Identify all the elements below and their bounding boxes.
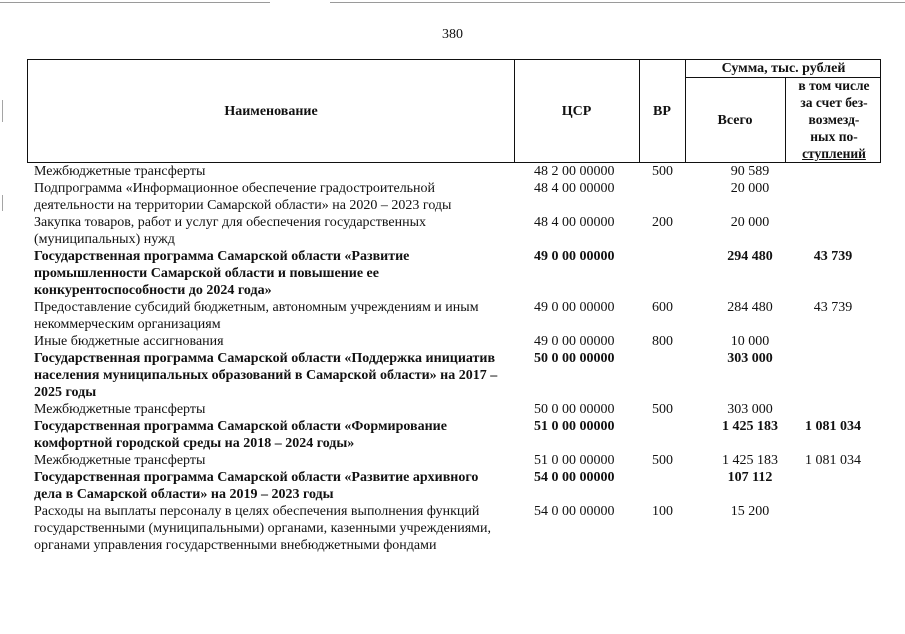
table-body: [0, 163, 905, 554]
page-number: 380: [442, 27, 463, 42]
table-row: [0, 350, 905, 401]
header-from-free-line: за счет без-: [800, 95, 868, 110]
row-name: Предоставление субсидий бюджетным, автономным учреждениям и иным некоммерческим организациям: [34, 300, 479, 332]
table-row: [0, 418, 905, 452]
header-from-free-line: возмезд-: [808, 112, 860, 127]
row-name: Государственная программа Самарской области «Формирование комфортной городской среды на 2018 – 2024 годы»: [34, 419, 447, 451]
header-from-free-line: ных по-: [810, 129, 858, 144]
row-total: 10 000: [730, 334, 770, 349]
row-csr: 48 4 00 00000: [534, 215, 615, 230]
row-name: Межбюджетные трансферты: [34, 402, 206, 417]
row-csr: 51 0 00 00000: [534, 453, 615, 468]
table-row: [0, 214, 905, 248]
row-csr: 48 4 00 00000: [534, 181, 615, 196]
row-vr: 500: [652, 164, 673, 179]
row-total: 107 112: [727, 470, 773, 485]
row-total: 1 425 183: [722, 419, 778, 434]
row-csr: 54 0 00 00000: [534, 470, 615, 485]
row-total: 284 480: [727, 300, 773, 315]
row-name: Государственная программа Самарской области «Поддержка инициатив населения муниципальных образований в Самарской области» на 2017 – 2025 годы: [34, 351, 498, 400]
row-name: Государственная программа Самарской области «Развитие промышленности Самарской области и повышение ее конкурентоспособности до 2024 года»: [34, 249, 410, 298]
row-total: 90 589: [730, 164, 770, 179]
table-row: [0, 503, 905, 554]
header-sum-group: Сумма, тыс. рублей: [721, 61, 846, 76]
row-vr: 600: [652, 300, 673, 315]
row-name: Расходы на выплаты персоналу в целях обеспечения выполнения функций государственными (муниципальными) органами, казенными учреждениями, органами управления государственными внебюджетными фондами: [34, 504, 491, 553]
header-from-free-line: ступлений: [802, 146, 866, 161]
row-from-free: 1 081 034: [805, 453, 861, 468]
row-csr: 54 0 00 00000: [534, 504, 615, 519]
table-row: [0, 248, 905, 299]
row-total: 303 000: [727, 351, 773, 366]
header-name: Наименование: [224, 104, 318, 119]
row-csr: 48 2 00 00000: [534, 164, 615, 179]
scan-edge-line: [0, 2, 270, 3]
header-total: Всего: [717, 113, 753, 128]
table-row: [0, 163, 905, 180]
scan-edge-line: [330, 2, 905, 3]
row-csr: 49 0 00 00000: [534, 249, 615, 264]
row-name: Подпрограмма «Информационное обеспечение градостроительной деятельности на территории Самарской области» на 2020 – 2023 годы: [34, 181, 452, 213]
row-total: 20 000: [730, 181, 770, 196]
row-total: 20 000: [730, 215, 770, 230]
row-total: 15 200: [730, 504, 770, 519]
header-vr: ВР: [653, 104, 671, 119]
table-row: [0, 401, 905, 418]
row-from-free: 43 739: [813, 249, 853, 264]
row-csr: 50 0 00 00000: [534, 351, 615, 366]
row-csr: 51 0 00 00000: [534, 419, 615, 434]
table-row: [0, 333, 905, 350]
header-csr: ЦСР: [561, 104, 592, 119]
row-vr: 200: [652, 215, 673, 230]
margin-mark: [2, 100, 3, 122]
row-vr: 800: [652, 334, 673, 349]
row-name: Государственная программа Самарской области «Развитие архивного дела в Самарской области» на 2019 – 2023 годы: [34, 470, 479, 502]
table-row: [0, 180, 905, 214]
row-name: Закупка товаров, работ и услуг для обеспечения государственных (муниципальных) нужд: [34, 215, 427, 247]
row-vr: 500: [652, 453, 673, 468]
table-row: [0, 452, 905, 469]
row-from-free: 1 081 034: [805, 419, 861, 434]
row-total: 303 000: [727, 402, 773, 417]
row-name: Межбюджетные трансферты: [34, 453, 206, 468]
header-from-free-line: в том числе: [798, 78, 870, 93]
row-csr: 49 0 00 00000: [534, 334, 615, 349]
row-vr: 100: [652, 504, 673, 519]
row-vr: 500: [652, 402, 673, 417]
row-total: 294 480: [727, 249, 773, 264]
header-from-free: [786, 77, 882, 162]
table-header: [27, 59, 881, 163]
row-csr: 50 0 00 00000: [534, 402, 615, 417]
row-from-free: 43 739: [813, 300, 853, 315]
table-row: [0, 469, 905, 503]
table-row: [0, 299, 905, 333]
row-csr: 49 0 00 00000: [534, 300, 615, 315]
row-name: Межбюджетные трансферты: [34, 164, 206, 179]
row-name: Иные бюджетные ассигнования: [34, 334, 224, 349]
row-total: 1 425 183: [722, 453, 778, 468]
